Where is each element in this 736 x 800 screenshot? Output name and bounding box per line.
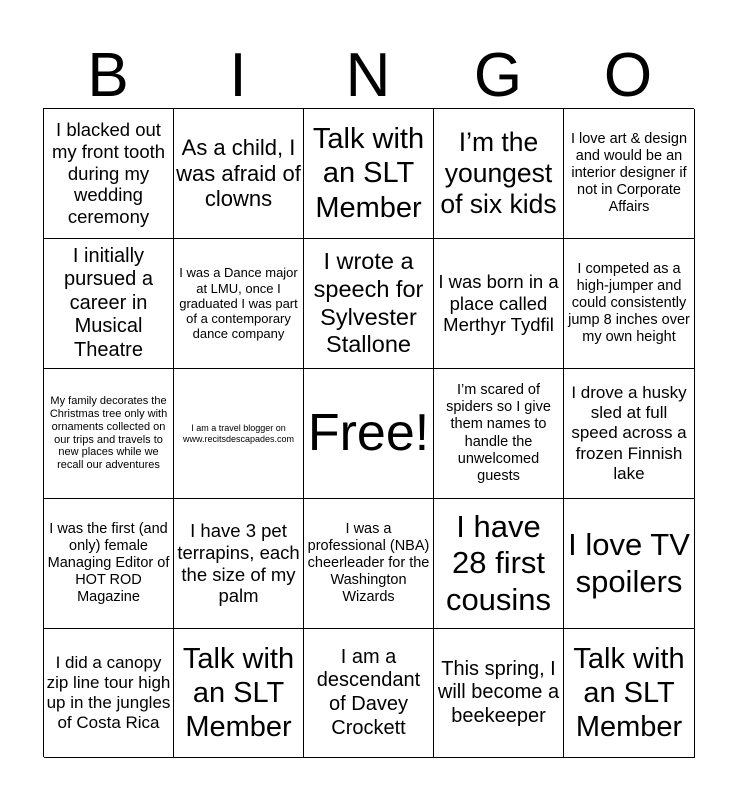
cell-text: I wrote a speech for Sylvester Stallone	[313, 248, 424, 358]
bingo-cell-r5c4[interactable]	[434, 629, 564, 758]
bingo-cell-r3c4[interactable]	[434, 369, 564, 499]
bingo-cell-r2c1[interactable]	[44, 239, 174, 369]
bingo-cell-free[interactable]	[304, 369, 434, 499]
cell-text: I love art & design and would be an interior designer if not in Corporate Affairs	[570, 130, 688, 216]
header-letter-g: G	[473, 41, 523, 110]
bingo-cell-r4c1[interactable]	[44, 499, 174, 629]
cell-text: Talk with an SLT Member	[573, 642, 685, 744]
bingo-cell-r5c3[interactable]	[304, 629, 434, 758]
bingo-cell-r5c1[interactable]	[44, 629, 174, 758]
cell-text: Talk with an SLT Member	[182, 642, 295, 744]
cell-text: This spring, I will become a beekeeper	[437, 657, 560, 727]
bingo-cell-r1c3[interactable]	[304, 109, 434, 239]
header-letter-b: B	[87, 41, 129, 110]
bingo-cell-r1c1[interactable]	[44, 109, 174, 239]
bingo-cell-r4c5[interactable]	[564, 499, 695, 629]
bingo-cell-r2c2[interactable]	[174, 239, 304, 369]
cell-text: I was born in a place called Merthyr Tydfil	[438, 270, 559, 336]
bingo-cell-r3c2[interactable]	[174, 369, 304, 499]
bingo-cell-r2c4[interactable]	[434, 239, 564, 369]
bingo-cell-r3c1[interactable]	[44, 369, 174, 499]
bingo-cell-r1c2[interactable]	[174, 109, 304, 239]
cell-text: I was the first (and only) female Managing Editor of HOT ROD Magazine	[47, 520, 170, 606]
free-space-text: Free!	[307, 403, 430, 462]
cell-text: I’m scared of spiders so I give them names to handle the unwelcomed guests	[446, 382, 551, 484]
bingo-cell-r4c3[interactable]	[304, 499, 434, 629]
cell-text: Talk with an SLT Member	[312, 123, 425, 224]
bingo-cell-r1c4[interactable]	[434, 109, 564, 239]
bingo-header	[43, 40, 693, 110]
bingo-cell-r4c4[interactable]	[434, 499, 564, 629]
bingo-cell-r5c2[interactable]	[174, 629, 304, 758]
cell-text: I was a professional (NBA) cheerleader for the Washington Wizards	[307, 520, 430, 606]
bingo-cell-r4c2[interactable]	[174, 499, 304, 629]
bingo-cell-r3c5[interactable]	[564, 369, 695, 499]
bingo-cell-r2c5[interactable]	[564, 239, 695, 369]
bingo-cell-r5c5[interactable]	[564, 629, 695, 758]
cell-text: I am a descendant of Davey Crockett	[316, 645, 421, 739]
cell-text: My family decorates the Christmas tree only with ornaments collected on our trips and travels to new places while we recall our adventures	[49, 394, 168, 472]
cell-text: I initially pursued a career in Musical Theatre	[64, 244, 153, 361]
cell-text: I have 28 first cousins	[445, 508, 552, 617]
bingo-cell-r1c5[interactable]	[564, 109, 695, 239]
cell-text: I have 3 pet terrapins, each the size of my palm	[177, 519, 300, 607]
cell-text: As a child, I was afraid of clowns	[176, 134, 301, 212]
header-letter-i: I	[229, 41, 247, 110]
header-letter-n: N	[345, 41, 391, 110]
cell-text: I competed as a high-jumper and could consistently jump 8 inches over my own height	[568, 260, 690, 346]
cell-text: I love TV spoilers	[568, 526, 690, 599]
header-letter-o: O	[603, 41, 653, 110]
bingo-card	[43, 108, 694, 757]
cell-text: I’m the youngest of six kids	[440, 126, 557, 220]
cell-text: I drove a husky sled at full speed across a frozen Finnish lake	[571, 383, 687, 483]
cell-text: I did a canopy zip line tour high up in the jungles of Costa Rica	[46, 652, 171, 733]
cell-text: I blacked out my front tooth during my wedding ceremony	[51, 118, 166, 228]
bingo-cell-r2c3[interactable]	[304, 239, 434, 369]
cell-text: I was a Dance major at LMU, once I graduated I was part of a contemporary dance company	[179, 265, 298, 342]
cell-text: I am a travel blogger on www.recitsdescapades.com	[182, 422, 295, 444]
